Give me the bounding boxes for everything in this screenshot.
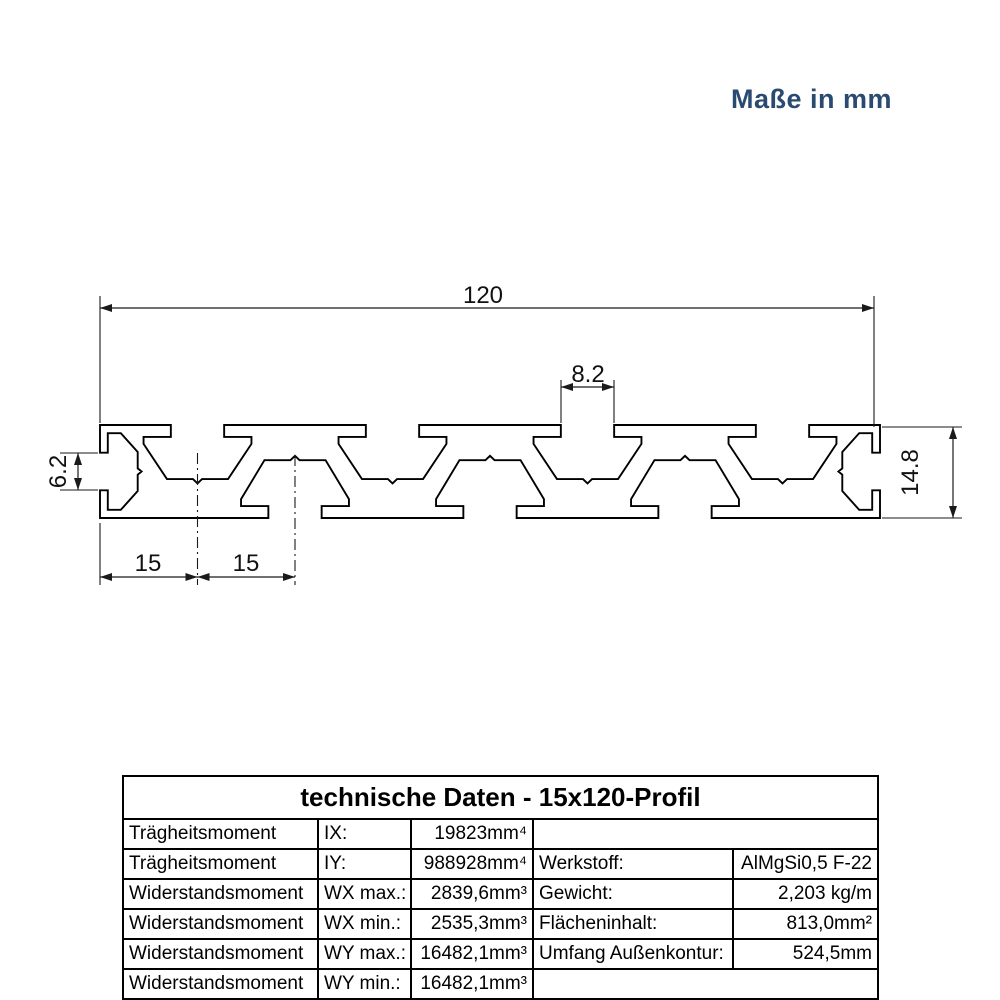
property2-cell: Werkstoff: <box>533 849 733 879</box>
dim-label-overall-height: 14.8 <box>897 449 924 496</box>
empty-cell <box>533 969 878 999</box>
dim-label-side-slot: 6.2 <box>45 454 72 489</box>
table-row <box>123 909 878 939</box>
table-row <box>123 819 878 849</box>
property-cell: Trägheitsmoment <box>123 819 318 849</box>
symbol-cell: IX: <box>318 819 411 849</box>
symbol-cell: IY: <box>318 849 411 879</box>
value2-cell: AlMgSi0,5 F-22 <box>733 849 878 879</box>
value2-cell: 813,0mm² <box>733 909 878 939</box>
dim-label-pitch-b: 15 <box>232 550 260 577</box>
table-row <box>123 969 878 999</box>
technical-data-table <box>122 775 879 1000</box>
value-cell: 2839,6mm³ <box>411 879 533 909</box>
symbol-cell: WX max.: <box>318 879 411 909</box>
property-cell: Widerstandsmoment <box>123 969 318 999</box>
property2-cell: Flächeninhalt: <box>533 909 733 939</box>
value-cell: 16482,1mm³ <box>411 969 533 999</box>
dim-label-overall-width: 120 <box>462 282 504 309</box>
value-cell: 2535,3mm³ <box>411 909 533 939</box>
property-cell: Trägheitsmoment <box>123 849 318 879</box>
property2-cell: Gewicht: <box>533 879 733 909</box>
property-cell: Widerstandsmoment <box>123 939 318 969</box>
symbol-cell: WY min.: <box>318 969 411 999</box>
symbol-cell: WY max.: <box>318 939 411 969</box>
dim-label-top-slot: 8.2 <box>571 361 605 388</box>
value-cell: 16482,1mm³ <box>411 939 533 969</box>
units-note: Maße in mm <box>731 84 893 114</box>
value2-cell: 524,5mm <box>733 939 878 969</box>
value-cell: 988928mm⁴ <box>411 849 533 879</box>
empty-cell <box>533 819 878 849</box>
table-title: technische Daten - 15x120-Profil <box>123 776 878 819</box>
property-cell: Widerstandsmoment <box>123 909 318 939</box>
value-cell: 19823mm⁴ <box>411 819 533 849</box>
property-cell: Widerstandsmoment <box>123 879 318 909</box>
property2-cell: Umfang Außenkontur: <box>533 939 733 969</box>
symbol-cell: WX min.: <box>318 909 411 939</box>
table-row <box>123 879 878 909</box>
table-row <box>123 849 878 879</box>
table-row <box>123 939 878 969</box>
value2-cell: 2,203 kg/m <box>733 879 878 909</box>
table-title-row <box>123 776 878 819</box>
profile-outline <box>100 425 880 518</box>
dim-label-pitch-a: 15 <box>134 550 162 577</box>
